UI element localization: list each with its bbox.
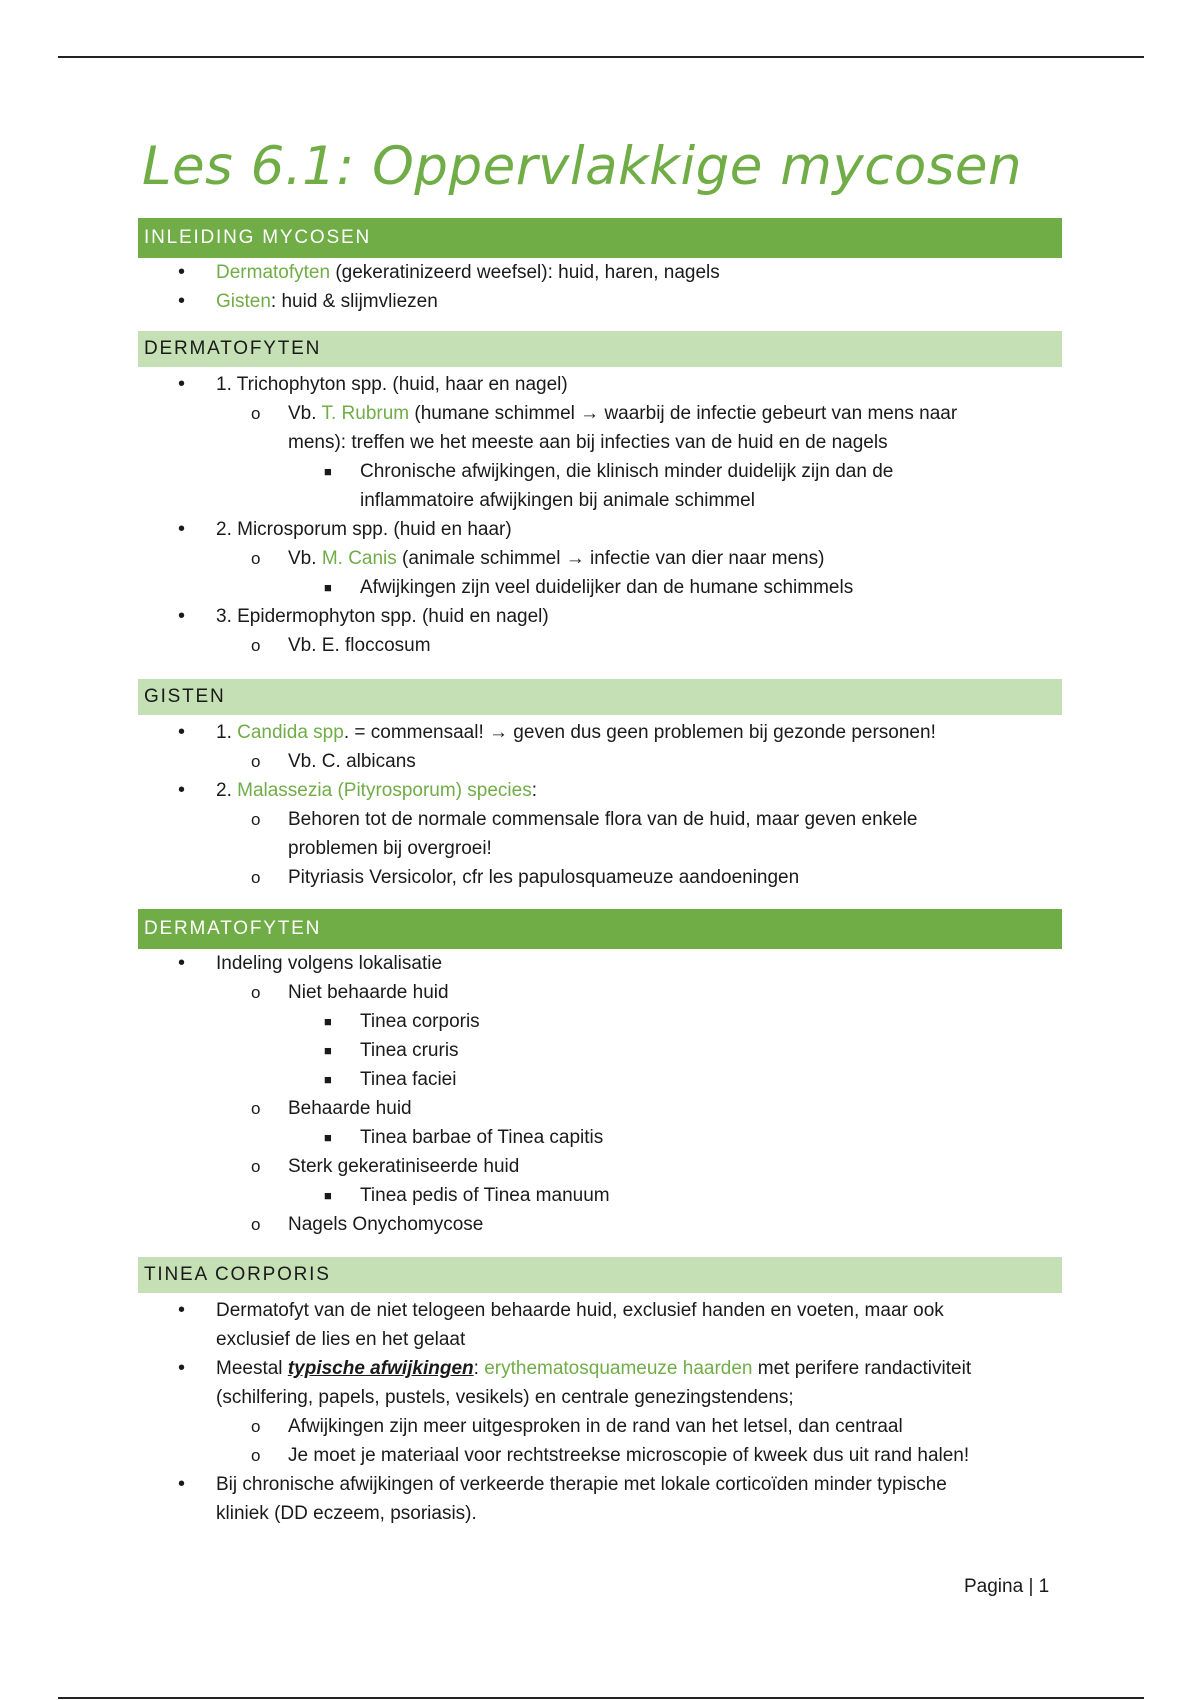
bullet-icon: •: [178, 1299, 186, 1321]
list-item: o Vb. C. albicans: [138, 747, 1062, 776]
section-inleiding: [138, 218, 1062, 316]
circle-bullet-icon: o: [251, 983, 261, 1002]
section-tinea-corporis: [138, 1257, 1062, 1528]
list-item: o Behoren tot de normale commensale flora van de huid, maar geven enkele problemen bij overgroei!: [138, 805, 1062, 863]
list-item: • 1. Trichophyton spp. (huid, haar en nagel): [138, 370, 1062, 399]
list-item: • 3. Epidermophyton spp. (huid en nagel): [138, 602, 1062, 631]
list-item: ■ Chronische afwijkingen, die klinisch minder duidelijk zijn dan de inflammatoire afwijkingen bij animale schimmel: [138, 457, 1062, 515]
list-item: o Afwijkingen zijn meer uitgesproken in de rand van het letsel, dan centraal: [138, 1412, 1062, 1441]
circle-bullet-icon: o: [251, 1157, 261, 1176]
page-number: 1: [1038, 1576, 1050, 1597]
square-bullet-icon: ■: [324, 1130, 332, 1145]
page-footer: [964, 1576, 1049, 1598]
list-item: • Dermatofyten (gekeratinizeerd weefsel): huid, haren, nagels: [138, 258, 1062, 287]
square-bullet-icon: ■: [324, 1072, 332, 1087]
bottom-rule: [58, 1697, 1144, 1699]
circle-bullet-icon: o: [251, 549, 261, 568]
circle-bullet-icon: o: [251, 636, 261, 655]
page-title: Les 6.1: Oppervlakkige mycosen: [142, 136, 1023, 197]
circle-bullet-icon: o: [251, 810, 261, 829]
square-bullet-icon: ■: [324, 580, 332, 595]
bullet-icon: •: [178, 952, 186, 974]
list-item: • Dermatofyt van de niet telogeen behaarde huid, exclusief handen en voeten, maar ook exclusief de lies en het gelaat: [138, 1296, 1062, 1354]
footer-separator: |: [1028, 1576, 1034, 1597]
square-bullet-icon: ■: [324, 1043, 332, 1058]
circle-bullet-icon: o: [251, 404, 261, 423]
section-heading: DERMATOFYTEN: [138, 331, 1062, 367]
list-item: • Gisten: huid & slijmvliezen: [138, 287, 1062, 316]
bullet-icon: •: [178, 721, 186, 743]
section-dermatofyten-indeling: [138, 909, 1062, 1239]
list-item: • 2. Microsporum spp. (huid en haar): [138, 515, 1062, 544]
circle-bullet-icon: o: [251, 1215, 261, 1234]
footer-label: Pagina: [964, 1576, 1024, 1597]
top-rule: [58, 56, 1144, 58]
circle-bullet-icon: o: [251, 1446, 261, 1465]
section-heading: DERMATOFYTEN: [138, 909, 1062, 949]
bullet-icon: •: [178, 1473, 186, 1495]
list-item: o Pityriasis Versicolor, cfr les papulosquameuze aandoeningen: [138, 863, 1062, 892]
list-item: • Indeling volgens lokalisatie: [138, 949, 1062, 978]
list-item: o Vb. M. Canis (animale schimmel → infectie van dier naar mens): [138, 544, 1062, 573]
circle-bullet-icon: o: [251, 868, 261, 887]
list-item: o Nagels Onychomycose: [138, 1210, 1062, 1239]
list-item: • Meestal typische afwijkingen: erythematosquameuze haarden met perifere randactiviteit (schilfering, papels, pustels, vesikels) en centrale genezingstendens;: [138, 1354, 1062, 1412]
square-bullet-icon: ■: [324, 1188, 332, 1203]
section-heading: TINEA CORPORIS: [138, 1257, 1062, 1293]
list-item: • Bij chronische afwijkingen of verkeerde therapie met lokale corticoïden minder typische kliniek (DD eczeem, psoriasis).: [138, 1470, 1062, 1528]
bullet-icon: •: [178, 373, 186, 395]
list-item: o Vb. T. Rubrum (humane schimmel → waarbij de infectie gebeurt van mens naar mens): treffen we het meeste aan bij infecties van de huid en de nagels: [138, 399, 1062, 457]
list-item: o Niet behaarde huid: [138, 978, 1062, 1007]
list-item: • 2. Malassezia (Pityrosporum) species:: [138, 776, 1062, 805]
list-item: • 1. Candida spp. = commensaal! → geven dus geen problemen bij gezonde personen!: [138, 718, 1062, 747]
circle-bullet-icon: o: [251, 1099, 261, 1118]
list-item: ■ Afwijkingen zijn veel duidelijker dan de humane schimmels: [138, 573, 1062, 602]
bullet-icon: •: [178, 518, 186, 540]
bullet-icon: •: [178, 779, 186, 801]
bullet-icon: •: [178, 605, 186, 627]
square-bullet-icon: ■: [324, 1014, 332, 1029]
square-bullet-icon: ■: [324, 464, 332, 479]
list-item: o Behaarde huid: [138, 1094, 1062, 1123]
circle-bullet-icon: o: [251, 1417, 261, 1436]
list-item: ■ Tinea corporis: [138, 1007, 1062, 1036]
list-item: ■ Tinea pedis of Tinea manuum: [138, 1181, 1062, 1210]
list-item: o Je moet je materiaal voor rechtstreekse microscopie of kweek dus uit rand halen!: [138, 1441, 1062, 1470]
section-heading: INLEIDING MYCOSEN: [138, 218, 1062, 258]
section-dermatofyten: [138, 331, 1062, 660]
bullet-icon: •: [178, 290, 186, 312]
list-item: ■ Tinea cruris: [138, 1036, 1062, 1065]
circle-bullet-icon: o: [251, 752, 261, 771]
list-item: ■ Tinea barbae of Tinea capitis: [138, 1123, 1062, 1152]
bullet-icon: •: [178, 261, 186, 283]
section-gisten: [138, 679, 1062, 892]
section-heading: GISTEN: [138, 679, 1062, 715]
list-item: o Vb. E. floccosum: [138, 631, 1062, 660]
bullet-icon: •: [178, 1357, 186, 1379]
list-item: ■ Tinea faciei: [138, 1065, 1062, 1094]
list-item: o Sterk gekeratiniseerde huid: [138, 1152, 1062, 1181]
